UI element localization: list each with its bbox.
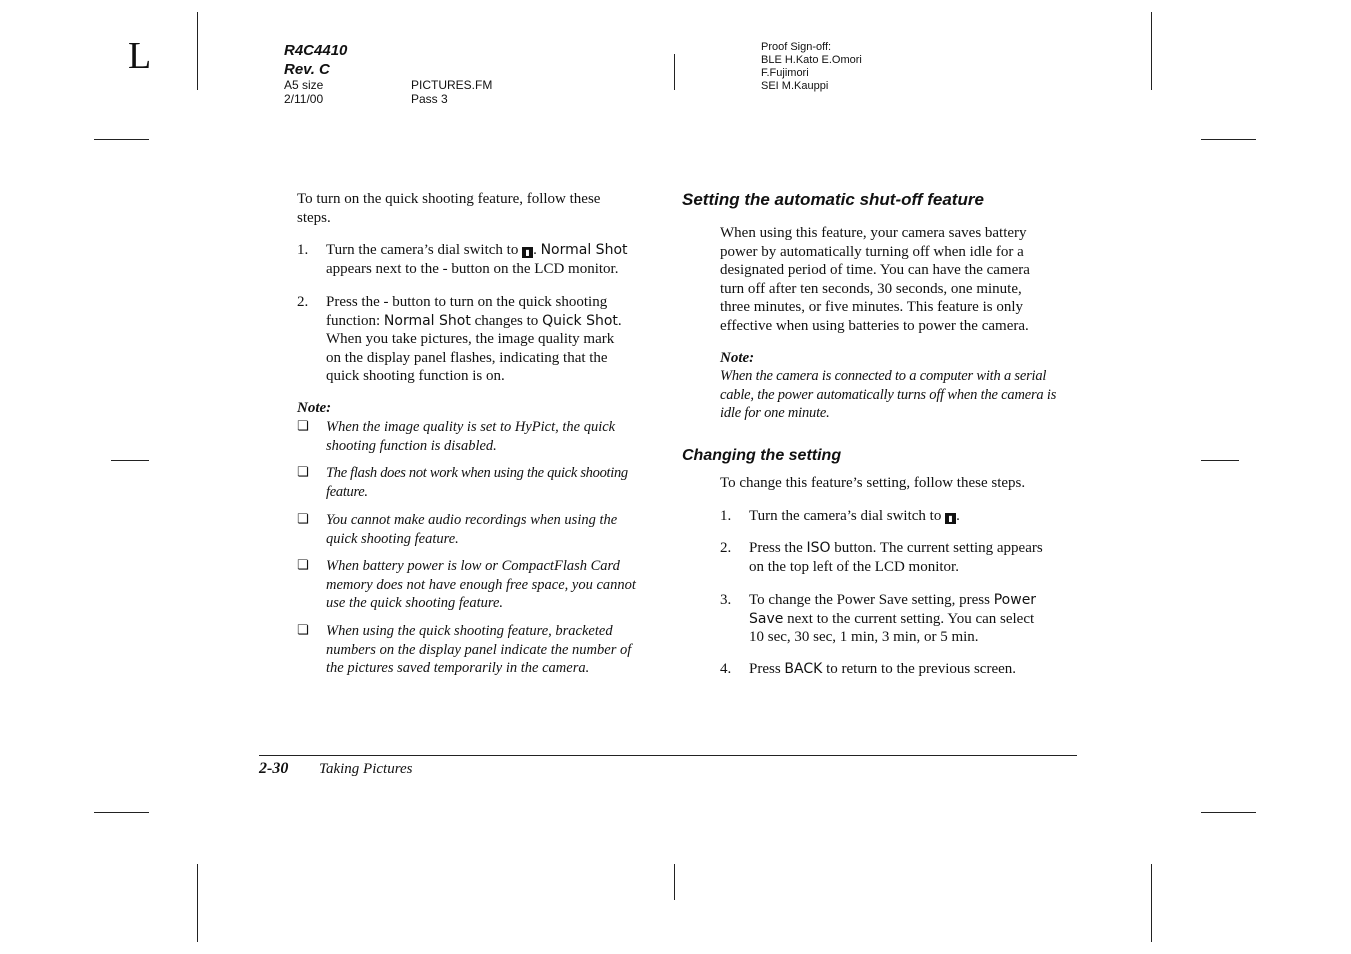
note-item: ❏ When using the quick shooting feature, bracketed numbers on the display panel indicate the number of the pictures saved temporarily in the camera. <box>297 623 632 676</box>
crop-mark-center-top <box>674 54 675 90</box>
checkbox-bullet-icon: ❏ <box>297 419 309 434</box>
right-step-4: 4. Press BACK to return to the previous screen. <box>720 661 1017 677</box>
note-item: ❏ When the image quality is set to HyPict, the quick shooting function is disabled. <box>297 419 616 454</box>
normal-shot-label: Normal Shot <box>383 312 471 329</box>
page-number: 2-30 <box>259 760 289 777</box>
power-save-label: Save <box>749 610 784 627</box>
doc-header <box>284 41 347 79</box>
trim-mark-left-2 <box>111 460 149 461</box>
right-note: When the camera is connected to a computer with a serial cable, the power automatically turns off when the camera is idle for one minute. <box>720 368 1057 421</box>
note-item: ❏ The flash does not work when using the quick shooting feature. <box>297 465 628 500</box>
iso-button-label: ISO <box>806 540 831 556</box>
doc-date: 2/11/00 <box>284 92 324 106</box>
trim-mark-right-1 <box>1201 139 1256 140</box>
checkbox-bullet-icon: ❏ <box>297 623 309 638</box>
trim-mark-left-3 <box>94 812 149 813</box>
trim-mark-right-3 <box>1201 812 1256 813</box>
crop-mark-left-top <box>197 12 198 90</box>
left-step-2: 2. Press the - button to turn on the quick shooting function: Normal Shot changes to Quick Shot. When you take pictures, the image quality mark on the display panel flashes, indicating that the quick shooting function is on. <box>297 294 622 384</box>
doc-size: A5 size <box>284 78 324 92</box>
proof-signoff <box>761 41 862 93</box>
back-button-label: BACK <box>784 661 823 677</box>
right-step-2: 2. Press the ISO button. The current setting appears on the top left of the LCD monitor. <box>720 540 1043 575</box>
trim-mark-left-1 <box>94 139 149 140</box>
crop-letter: L <box>128 35 152 77</box>
checkbox-bullet-icon: ❏ <box>297 558 309 573</box>
right-step-1: 1. Turn the camera’s dial switch to ▮ . <box>720 508 960 524</box>
left-step-1: 1. Turn the camera’s dial switch to ▮ . Normal Shot appears next to the - button on the LCD monitor. <box>297 242 628 277</box>
step-number: 3. <box>720 592 732 608</box>
crop-mark-right-bottom <box>1151 864 1152 942</box>
quick-shot-label: Quick Shot <box>542 312 618 329</box>
proof-line: F.Fujimori <box>761 67 809 79</box>
right-paragraph: When using this feature, your camera saves battery power by automatically turning off when idle for a designated period of time. You can have the camera turn off after ten seconds, 30 seconds, one minute, three minutes, or five minutes. This feature is only effective when using batteries to power the camera. <box>720 225 1030 334</box>
checkbox-bullet-icon: ❏ <box>297 465 309 480</box>
proof-line: SEI M.Kauppi <box>761 80 829 92</box>
crop-mark-right-top <box>1151 12 1152 90</box>
step-number: 1. <box>720 508 732 524</box>
dial-icon: ▮ <box>945 513 956 524</box>
subsection-intro: To change this feature’s setting, follow these steps. <box>720 475 1026 491</box>
dial-icon: ▮ <box>522 247 533 258</box>
crop-mark-left-bottom <box>197 864 198 942</box>
step-number: 2. <box>720 540 732 556</box>
section-heading: Setting the automatic shut-off feature <box>682 190 984 209</box>
step-number: 4. <box>720 661 732 677</box>
step-number: 2. <box>297 294 309 310</box>
crop-mark-center-bottom <box>674 864 675 900</box>
left-note-label: Note: <box>297 400 332 416</box>
note-item: ❏ When battery power is low or CompactFlash Card memory does not have enough free space, you cannot use the quick shooting feature. <box>297 558 636 611</box>
section-footer-title: Taking Pictures <box>319 761 413 777</box>
left-intro: To turn on the quick shooting feature, follow these steps. <box>297 191 601 226</box>
footer-rule <box>259 755 1077 756</box>
checkbox-bullet-icon: ❏ <box>297 512 309 527</box>
step-number: 1. <box>297 242 309 258</box>
trim-mark-right-2 <box>1201 460 1239 461</box>
revision: Rev. C <box>284 61 330 78</box>
subsection-heading: Changing the setting <box>682 447 842 464</box>
right-step-3: 3. To change the Power Save setting, press Power Save next to the current setting. You can select 10 sec, 30 sec, 1 min, 3 min, or 5 min. <box>720 592 1037 645</box>
doc-pass: Pass 3 <box>411 92 448 106</box>
proof-title: Proof Sign-off: <box>761 41 832 53</box>
normal-shot-label: Normal Shot <box>540 242 628 258</box>
doc-file: PICTURES.FM <box>411 78 493 92</box>
power-save-label: Power <box>993 592 1037 608</box>
proof-line: BLE H.Kato E.Omori <box>761 54 862 66</box>
note-item: ❏ You cannot make audio recordings when using the quick shooting feature. <box>297 512 618 547</box>
right-note-label: Note: <box>720 350 755 366</box>
doc-id: R4C4410 <box>284 42 348 59</box>
